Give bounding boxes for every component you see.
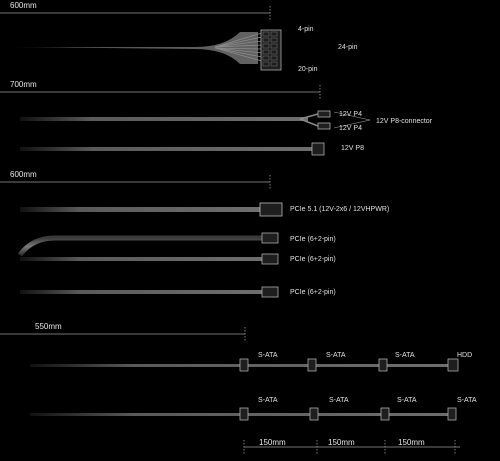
dim-pcie-length: 600mm bbox=[10, 170, 37, 179]
label-12v-p8: 12V P8 bbox=[341, 145, 364, 152]
dim-peripheral-length: 550mm bbox=[35, 322, 62, 331]
sata-connector bbox=[310, 408, 318, 420]
label-12v-p4-a: 12V P4 bbox=[339, 111, 362, 118]
label-pcie51: PCIe 5.1 (12V-2x6 / 12VHPWR) bbox=[290, 206, 390, 213]
label-sata-row1-2: S-ATA bbox=[326, 352, 346, 359]
p4-connector-b bbox=[318, 123, 330, 129]
sata-connector bbox=[240, 359, 248, 371]
dim-sata-spacing-1: 150mm bbox=[259, 438, 286, 447]
label-sata-row1-1: S-ATA bbox=[258, 352, 278, 359]
dim-eps-length: 700mm bbox=[10, 80, 37, 89]
label-20pin: 20-pin bbox=[298, 66, 318, 73]
sata-connector bbox=[240, 408, 248, 420]
dim-sata-spacing-3: 150mm bbox=[398, 438, 425, 447]
label-sata-row2-4: S-ATA bbox=[457, 397, 477, 404]
label-4pin: 4-pin bbox=[298, 26, 314, 33]
label-pcie-c: PCIe (6+2-pin) bbox=[290, 289, 336, 296]
dim-24pin-length: 600mm bbox=[10, 1, 37, 10]
label-pcie-b: PCIe (6+2-pin) bbox=[290, 256, 336, 263]
label-24pin: 24-pin bbox=[338, 44, 358, 51]
peripheral-cables bbox=[0, 327, 460, 454]
pcie-connector-a bbox=[262, 233, 278, 243]
sata-connector bbox=[308, 359, 316, 371]
main-24pin-cable bbox=[0, 6, 281, 70]
label-pcie-a: PCIe (6+2-pin) bbox=[290, 236, 336, 243]
eps-cable bbox=[0, 85, 370, 155]
label-sata-row2-1: S-ATA bbox=[258, 397, 278, 404]
dim-sata-spacing-2: 150mm bbox=[328, 438, 355, 447]
p8-connector bbox=[312, 143, 324, 155]
sata-connector bbox=[448, 408, 456, 420]
sata-connector bbox=[381, 408, 389, 420]
label-sata-row2-2: S-ATA bbox=[329, 397, 349, 404]
label-12v-p8-connector: 12V P8-connector bbox=[376, 118, 433, 125]
label-sata-row1-3: S-ATA bbox=[395, 352, 415, 359]
p4-connector-a bbox=[318, 111, 330, 117]
label-12v-p4-b: 12V P4 bbox=[339, 125, 362, 132]
sata-connector bbox=[379, 359, 387, 371]
pcie51-connector bbox=[260, 203, 282, 216]
pcie-connector-c bbox=[262, 287, 278, 297]
pcie-cables bbox=[0, 175, 282, 297]
label-hdd: HDD bbox=[457, 352, 473, 359]
label-sata-row2-3: S-ATA bbox=[397, 397, 417, 404]
pcie-connector-b bbox=[262, 254, 278, 264]
hdd-connector bbox=[448, 359, 458, 371]
